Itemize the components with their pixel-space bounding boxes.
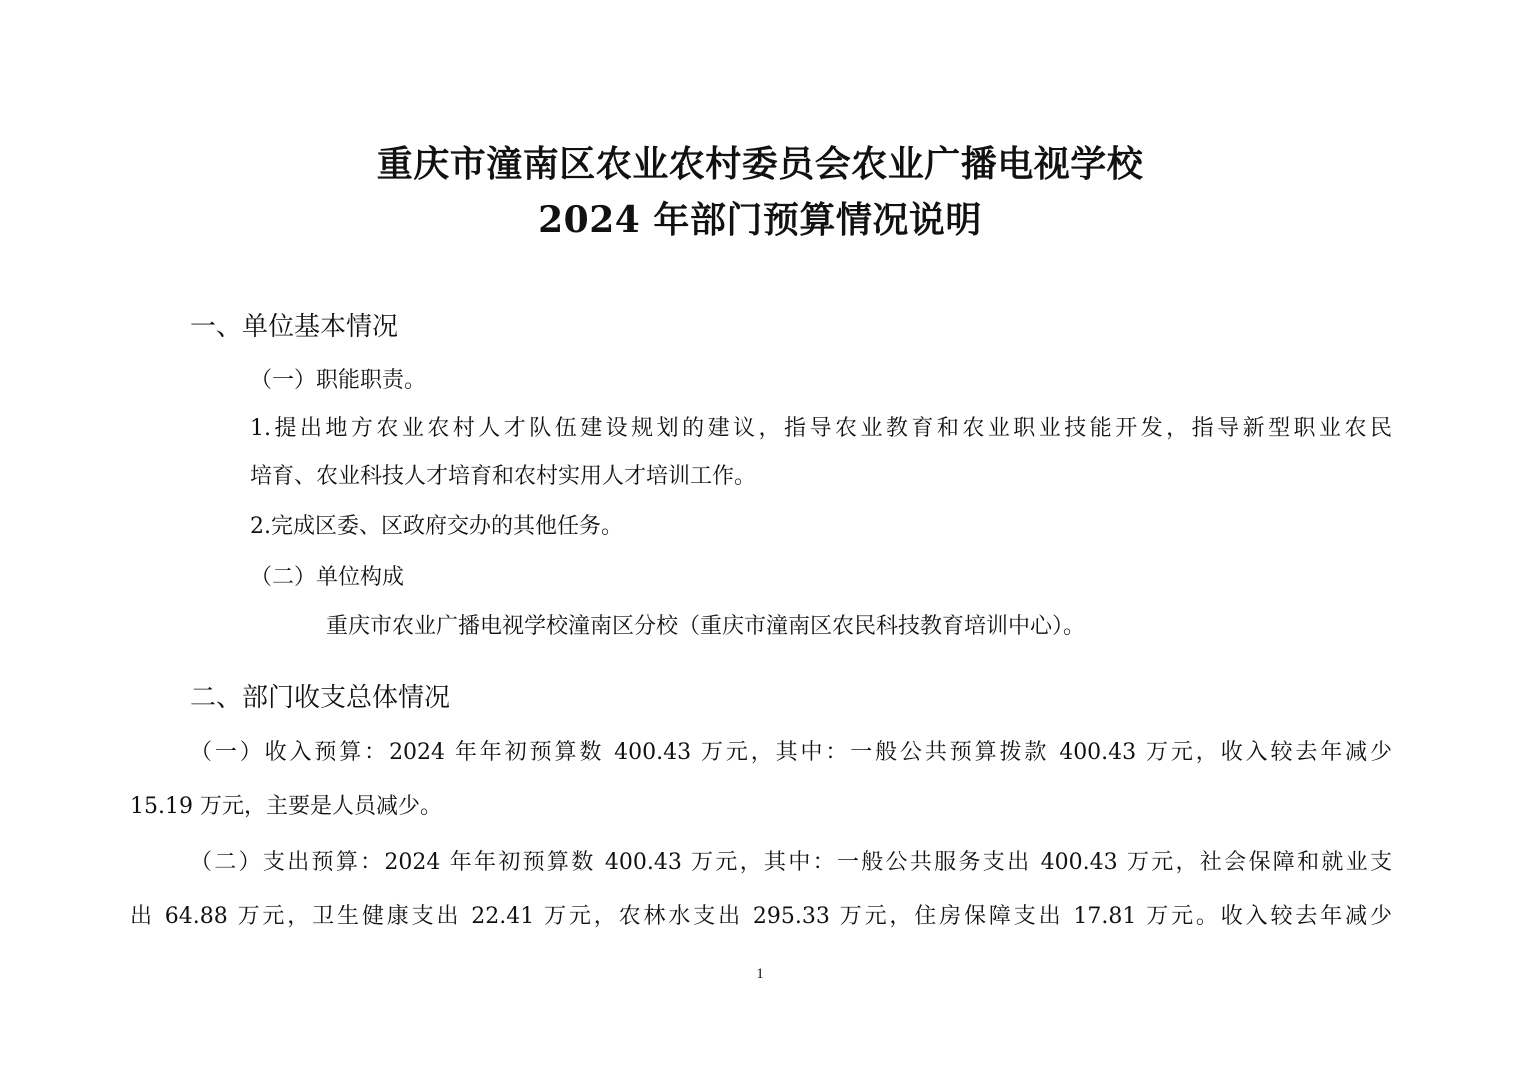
subsection-functions-heading: （一）职能职责。 [250, 368, 427, 393]
section-1-heading: 一、单位基本情况 [190, 312, 399, 342]
section-2-heading: 二、部门收支总体情况 [190, 683, 451, 713]
function-item-1-line-1: 1.提出地方农业农村人才队伍建设规划的建议，指导农业教育和农业职业技能开发，指导新型职业农民 [250, 416, 1392, 441]
income-budget-line-2: 15.19 万元，主要是人员减少。 [130, 794, 442, 819]
unit-composition-text: 重庆市农业广播电视学校潼南区分校（重庆市潼南区农民科技教育培训中心）。 [326, 614, 1086, 639]
document-title-line-1: 重庆市潼南区农业农村委员会农业广播电视学校 [376, 143, 1144, 185]
expense-budget-line-2: 出 64.88 万元，卫生健康支出 22.41 万元，农林水支出 295.33 万元，住房保障支出 17.81 万元。收入较去年减少 [130, 904, 1392, 929]
expense-budget-line-1: （二）支出预算：2024 年年初预算数 400.43 万元，其中：一般公共服务支出 400.43 万元，社会保障和就业支 [190, 850, 1392, 875]
function-item-2: 2.完成区委、区政府交办的其他任务。 [250, 514, 623, 539]
income-budget-line-1: （一）收入预算：2024 年年初预算数 400.43 万元，其中：一般公共预算拨款 400.43 万元，收入较去年减少 [190, 740, 1392, 765]
page-number: 1 [756, 966, 764, 982]
subsection-composition-heading: （二）单位构成 [250, 565, 405, 590]
function-item-1-line-2: 培育、农业科技人才培育和农村实用人才培训工作。 [250, 464, 757, 489]
document-title-line-2: 2024 年部门预算情况说明 [538, 199, 982, 241]
